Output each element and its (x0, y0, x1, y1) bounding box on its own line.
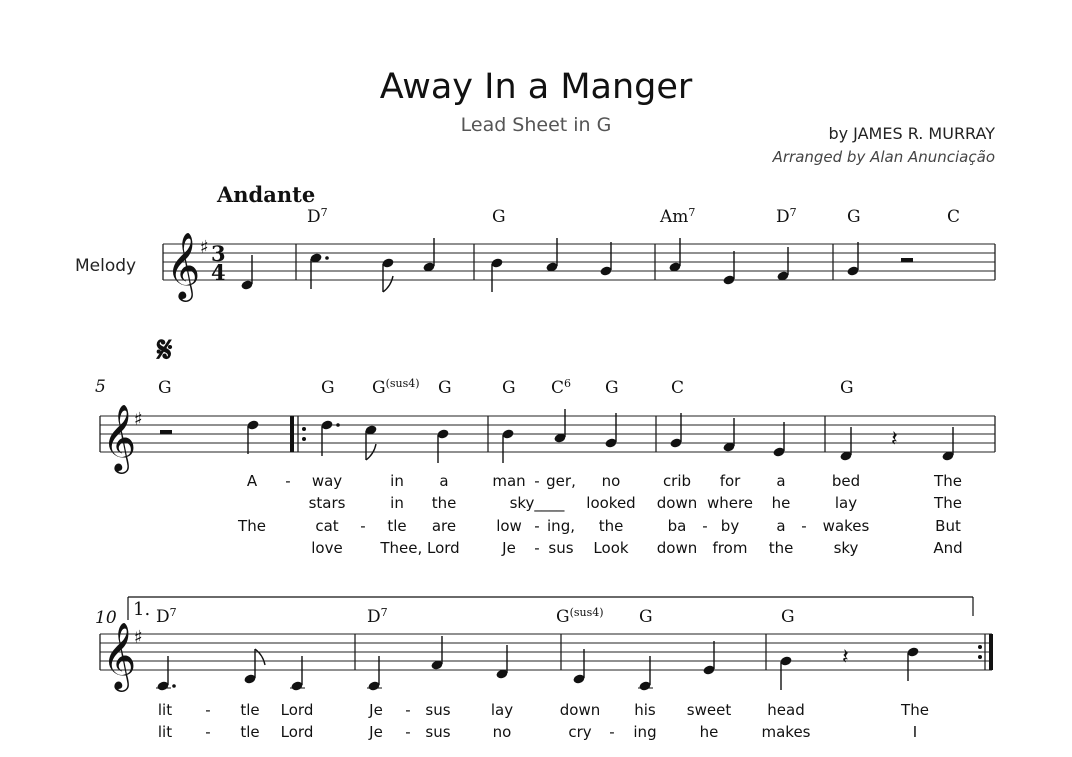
lyric-syllable: in (390, 472, 404, 490)
lyric-hyphen: - (534, 517, 540, 535)
staff-lines-3 (100, 634, 992, 670)
lyric-syllable: the (768, 539, 794, 557)
chord-symbol: $D^7$ (776, 206, 797, 227)
lyric-syllable: in (390, 494, 404, 512)
measure-number: 10 (95, 608, 117, 628)
lyric-syllable: the (598, 517, 624, 535)
arranger-credit: Arranged by Alan Anunciação (772, 148, 995, 166)
lyric-syllable: lit (157, 701, 173, 719)
chord-symbol: $C^6$ (551, 377, 572, 398)
lyric-syllable: The (901, 701, 929, 719)
tempo-marking: Andante (217, 182, 316, 207)
lyric-syllable: lay (490, 701, 514, 719)
lyric-syllable: sus (425, 701, 451, 719)
lyric-syllable: a (439, 472, 449, 490)
lyric-syllable: Lord (280, 723, 314, 741)
lyric-syllable: Je (369, 701, 383, 719)
lyric-syllable: man (492, 472, 526, 490)
chord-symbol: G (438, 378, 452, 398)
lyric-syllable: for (719, 472, 741, 490)
time-signature-top: 3 (211, 241, 226, 266)
key-signature-sharp-icon: ♯ (134, 409, 143, 430)
lyric-syllable: tle (240, 701, 260, 719)
first-ending-label: 1. (133, 599, 151, 620)
chord-symbol: G (321, 378, 335, 398)
lyric-syllable: I (912, 723, 918, 741)
lyric-hyphen: - (360, 517, 366, 535)
lyric-hyphen: - (801, 517, 807, 535)
lyric-syllable: sus (548, 539, 574, 557)
lyric-syllable: ing (633, 723, 657, 741)
lyric-hyphen: - (205, 723, 211, 741)
lyric-syllable: he (771, 494, 791, 512)
lyric-syllable: lay (834, 494, 858, 512)
lyric-syllable: the (431, 494, 457, 512)
lyric-syllable: sky____ (509, 494, 565, 512)
lyric-syllable: The (934, 472, 962, 490)
lyric-syllable: cat (315, 517, 339, 535)
lyric-syllable: head (767, 701, 805, 719)
quarter-rest-icon: 𝄽 (842, 645, 849, 670)
chord-symbol: C (671, 378, 685, 398)
lyric-line-verse-1 (247, 472, 962, 490)
chord-symbol: Am$^7$ (660, 206, 696, 227)
lyric-syllable: a (776, 517, 786, 535)
composer-credit: by JAMES R. MURRAY (828, 124, 995, 143)
measure-number: 5 (95, 377, 106, 397)
lyric-hyphen: - (702, 517, 708, 535)
lyric-syllable: down (656, 539, 698, 557)
lyric-syllable: Thee, Lord (380, 539, 460, 557)
lyric-syllable: Je (502, 539, 516, 557)
lyric-syllable: tle (387, 517, 407, 535)
lyric-syllable: down (656, 494, 698, 512)
lyric-syllable: no (492, 723, 512, 741)
treble-clef-icon: 𝄞 (102, 621, 137, 689)
lyric-syllable: ger, (546, 472, 576, 490)
lyric-syllable: no (601, 472, 621, 490)
lyric-line-ending-2 (158, 723, 917, 741)
key-signature-sharp-icon: ♯ (134, 627, 143, 648)
song-title: Away In a Manger (379, 67, 693, 107)
lyric-syllable: his (634, 701, 656, 719)
treble-clef-icon: 𝄞 (166, 231, 201, 299)
lyric-line-ending-1 (158, 701, 929, 719)
lyric-syllable: he (699, 723, 719, 741)
quarter-rest-icon: 𝄽 (891, 427, 898, 452)
lyric-syllable: And (933, 539, 963, 557)
lyric-hyphen: - (205, 701, 211, 719)
lyric-line-verse-4 (311, 539, 962, 557)
lyric-hyphen: - (405, 723, 411, 741)
lyric-syllable: love (311, 539, 343, 557)
lyric-syllable: sweet (686, 701, 732, 719)
system-2 (95, 329, 995, 557)
staff-lines-1 (163, 244, 995, 280)
lyric-syllable: stars (308, 494, 346, 512)
lyric-hyphen: - (405, 701, 411, 719)
lyric-syllable: Lord (280, 701, 314, 719)
chord-symbol: C (947, 207, 961, 227)
half-rest-icon (901, 258, 913, 263)
half-rest-icon (160, 430, 172, 435)
lyric-syllable: looked (586, 494, 636, 512)
lyric-syllable: A (246, 472, 258, 490)
repeat-start-barline (290, 416, 294, 452)
lyric-syllable: ing, (547, 517, 575, 535)
system-1 (75, 182, 995, 302)
repeat-end-barline (989, 634, 993, 670)
lyric-hyphen: - (285, 472, 291, 490)
instrument-name: Melody (75, 256, 137, 276)
chord-symbol: G (781, 607, 795, 627)
chord-symbol: G (847, 207, 861, 227)
staff-lines-2 (100, 416, 995, 452)
chord-symbol: G (158, 378, 172, 398)
key-signature-sharp-icon: ♯ (200, 237, 209, 258)
first-ending-bracket (128, 597, 973, 620)
lyric-syllable: But (935, 517, 961, 535)
chord-symbol: $D^7$ (156, 606, 177, 627)
lyric-syllable: makes (761, 723, 811, 741)
time-signature-bottom: 4 (211, 260, 226, 285)
chord-symbol: G (492, 207, 506, 227)
lyric-syllable: Look (593, 539, 629, 557)
lyric-line-verse-3 (237, 517, 961, 535)
lyric-syllable: way (311, 472, 343, 490)
chord-symbol: $G^{(sus4)}$ (556, 606, 604, 627)
treble-clef-icon: 𝄞 (102, 403, 137, 471)
lyric-syllable: bed (831, 472, 861, 490)
chord-symbol: G (605, 378, 619, 398)
lyric-syllable: ba (667, 517, 687, 535)
lyric-syllable: are (431, 517, 457, 535)
lyric-syllable: low (496, 517, 522, 535)
chord-symbol: $D^7$ (367, 606, 388, 627)
lyric-syllable: where (706, 494, 754, 512)
lyric-syllable: a (776, 472, 786, 490)
lyric-hyphen: - (534, 472, 540, 490)
lyric-syllable: down (559, 701, 601, 719)
lyric-syllable: wakes (822, 517, 870, 535)
lyric-hyphen: - (534, 539, 540, 557)
lyric-syllable: from (712, 539, 748, 557)
lyric-syllable: The (238, 517, 266, 535)
chord-symbol: $G^{(sus4)}$ (372, 377, 420, 398)
chord-symbol: G (502, 378, 516, 398)
lyric-syllable: sky (833, 539, 859, 557)
system-3 (95, 597, 993, 741)
lyric-syllable: by (720, 517, 740, 535)
segno-icon: 𝄋 (157, 329, 173, 371)
chord-symbol: G (840, 378, 854, 398)
lyric-syllable: sus (425, 723, 451, 741)
lyric-line-verse-2 (309, 494, 962, 513)
chord-symbol: G (639, 607, 653, 627)
lyric-syllable: crib (662, 472, 692, 490)
lyric-syllable: The (934, 494, 962, 512)
lyric-hyphen: - (609, 723, 615, 741)
lyric-syllable: tle (240, 723, 260, 741)
lyric-syllable: lit (157, 723, 173, 741)
song-subtitle: Lead Sheet in G (460, 114, 612, 136)
lyric-syllable: cry (568, 723, 592, 741)
lyric-syllable: Je (369, 723, 383, 741)
chord-symbol: $D^7$ (307, 206, 328, 227)
